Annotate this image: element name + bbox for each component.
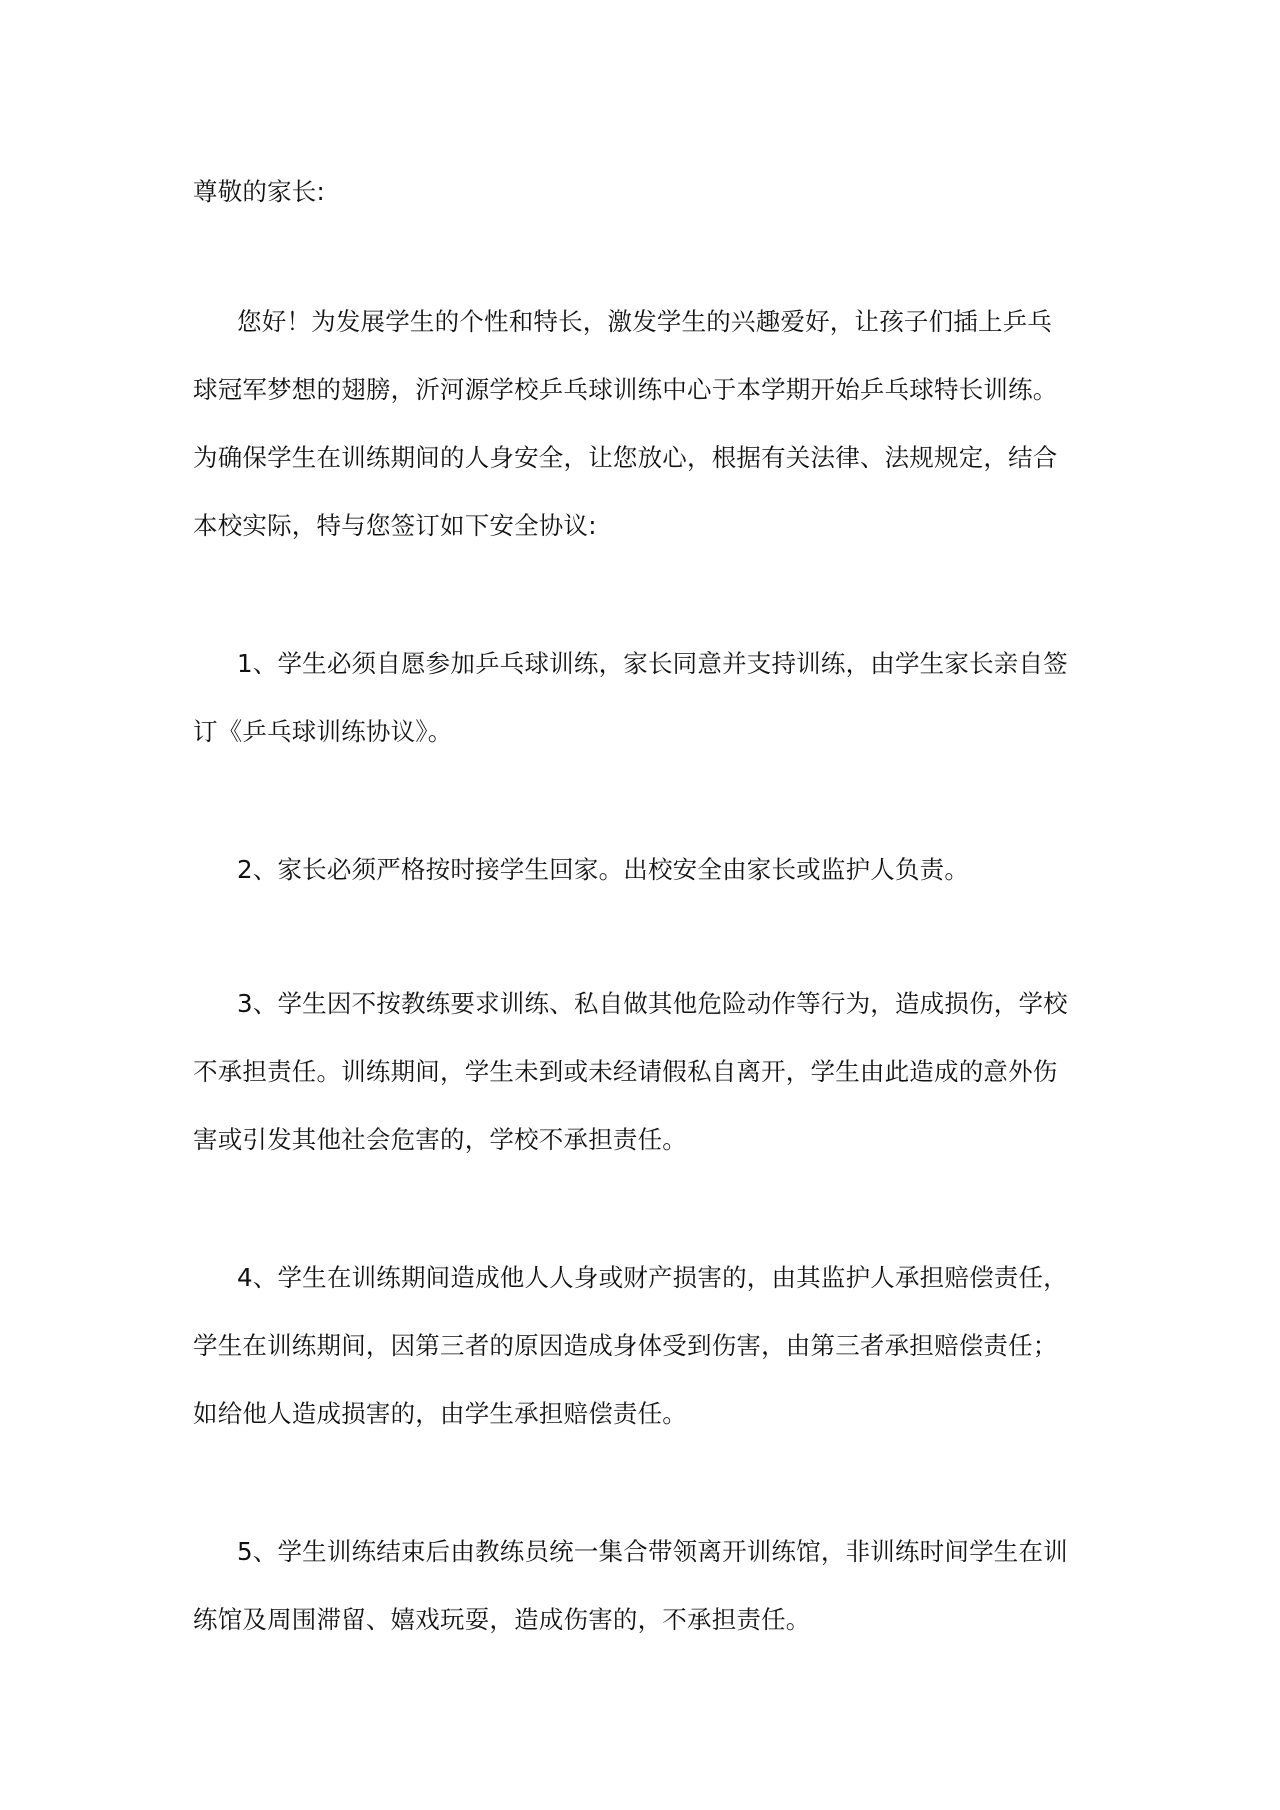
paragraph-line: 您好！为发展学生的个性和特长，激发学生的兴趣爱好，让孩子们插上乒乓 [237,307,1053,336]
paragraph-line: 球冠军梦想的翅膀，沂河源学校乒乓球训练中心于本学期开始乒乓球特长训练。 [193,375,1058,404]
paragraph-line: 本校实际，特与您签订如下安全协议: [193,511,597,540]
paragraph-line: 4、学生在训练期间造成他人人身或财产损害的，由其监护人承担赔偿责任， [237,1263,1068,1292]
paragraph-line: 订《乒乓球训练协议》。 [193,717,453,746]
paragraph-line: 3、学生因不按教练要求训练、私自做其他危险动作等行为，造成损伤，学校 [237,989,1068,1018]
paragraph-line: 练馆及周围滞留、嬉戏玩耍，造成伤害的，不承担责任。 [193,1605,811,1634]
paragraph-line: 不承担责任。训练期间，学生未到或未经请假私自离开，学生由此造成的意外伤 [193,1057,1058,1086]
paragraph-line: 为确保学生在训练期间的人身安全，让您放心，根据有关法律、法规规定，结合 [193,443,1058,472]
paragraph-line: 2、家长必须严格按时接学生回家。出校安全由家长或监护人负责。 [237,855,970,884]
paragraph-line: 学生在训练期间，因第三者的原因造成身体受到伤害，由第三者承担赔偿责任； [193,1331,1058,1360]
paragraph-line: 如给他人造成损害的，由学生承担赔偿责任。 [193,1399,687,1428]
greeting: 尊敬的家长: [193,177,325,206]
paragraph-line: 5、学生训练结束后由教练员统一集合带领离开训练馆，非训练时间学生在训 [237,1537,1068,1566]
paragraph-line: 害或引发其他社会危害的，学校不承担责任。 [193,1125,687,1154]
paragraph-line: 1、学生必须自愿参加乒乓球训练，家长同意并支持训练，由学生家长亲自签 [237,649,1068,678]
